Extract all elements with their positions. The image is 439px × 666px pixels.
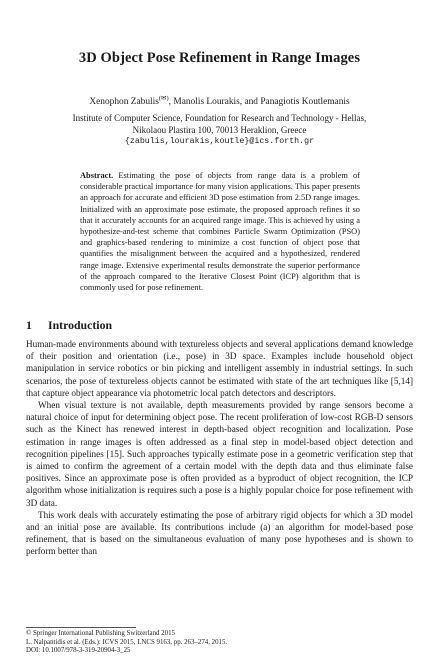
paragraph-1-text-b: ] that capture object appearance via photometric local patch detectors and descriptors. [26, 375, 413, 398]
affiliation-line-2: Nikolaou Plastira 100, 70013 Heraklion, Greece [132, 124, 307, 135]
section-heading [26, 318, 112, 333]
author-list [0, 94, 439, 107]
paragraph-1 [26, 338, 413, 399]
section-number: 1 [26, 318, 32, 332]
paper-title: 3D Object Pose Refinement in Range Images [78, 50, 361, 66]
footnote-line-2: L. Nalpantidis et al. (Eds.): ICVS 2015, LNCS 9163, pp. 263–274, 2015. [26, 638, 228, 646]
author-rest: , Manolis Lourakis, and Panagiotis Koutlemanis [168, 97, 350, 108]
abstract-text: Estimating the pose of objects from range data is a problem of considerable practical importance for many vision applications. This paper presents an approach for accurate and efficient 3D pose estimation from 2.5D range images. Initialized with an approximate pose estimate, the proposed approach refines it so that it accurately accounts for an acquired range image. This is achieved by using a hypothesize-and-test scheme that combines Particle Swarm Optimization (PSO) and graphics-based rendering to minimize a cost function of object pose that quantifies the misalignment between the acquired and a hypothesized, rendered range image. Extensive experimental results demonstrate the superior performance of the approach compared to the Iterative Closest Point (ICP) algorithm that is commonly used for pose refinement. [80, 171, 361, 293]
footnote-line-3: DOI: 10.1007/978-3-319-20904-3_25 [26, 647, 131, 655]
affiliation [50, 113, 389, 148]
abstract [80, 170, 360, 293]
author-emails: {zabulis,lourakis,koutle}@ics.forth.gr [124, 137, 315, 146]
footnote-rule [26, 627, 136, 628]
body-text [26, 338, 413, 558]
copyright-footnote [26, 630, 413, 656]
paragraph-2 [26, 399, 413, 509]
corresponding-author-mark: (✉) [158, 95, 169, 102]
paragraph-2-text-b: ]. Such approaches typically estimate pose in a geometric verification step that is aimed to confirm the agreement of a certain model with the depth data and thus eliminate false positives. Since an approximate pose is often provided as a byproduct of object recognition, the ICP algorithm whose initialization is requires such a pose is a highly popular choice for pose refinement with 3D data. [26, 448, 414, 508]
author-first: Xenophon Zabulis [89, 97, 159, 108]
affiliation-line-1: Institute of Computer Science, Foundation for Research and Technology - Hellas, [72, 113, 367, 123]
section-title: Introduction [48, 318, 113, 332]
citation-link[interactable]: 15 [109, 448, 119, 459]
paragraph-1-text-a: Human-made environments abound with textureless objects and several applications demand knowledge of their position and orientation (i.e., pose) in 3D space. Examples include household object manipulation in service robotics or bin picking and intelligent assembly in industrial settings. In such scenarios, the pose of textureless objects cannot be estimated with state of the art techniques like [ [26, 339, 413, 386]
abstract-label: Abstract. [80, 171, 114, 180]
paragraph-3: This work deals with accurately estimating the pose of arbitrary rigid objects for which a 3D model and an initial pose are available. Its contributions include (a) an algorithm for model-based pose refinement, that is based on the simultaneous evaluation of many pose hypotheses and is shown to perform better than [26, 509, 413, 557]
citation-link[interactable]: 5,14 [393, 375, 410, 386]
footnote-line-1: © Springer International Publishing Switzerland 2015 [26, 630, 175, 637]
paragraph-2-text-a: When visual texture is not available, depth measurements provided by range sensors become a natural choice of input for determining object pose. The recent proliferation of low-cost RGB-D sensors such as the Kinect has renewed interest in depth-based object recognition and localization. Pose estimation in range images is often addressed as a final step in model-based object detection and recognition pipelines [ [26, 400, 413, 459]
